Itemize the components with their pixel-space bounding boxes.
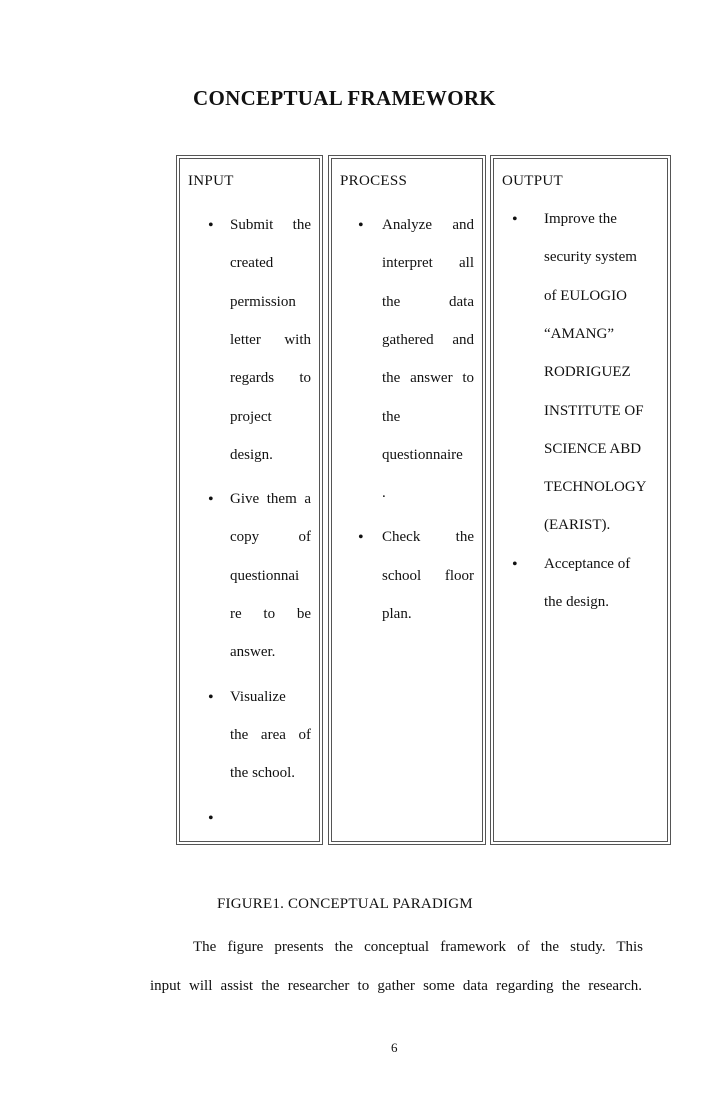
list-item-line: Visualize bbox=[230, 688, 286, 705]
list-item-line: letter with bbox=[230, 331, 311, 348]
output-heading: OUTPUT bbox=[502, 173, 563, 189]
list-item-line: gathered and bbox=[382, 331, 474, 348]
list-item-line: Analyze and bbox=[382, 217, 474, 233]
list-item-line: (EARIST). bbox=[544, 517, 611, 534]
process-heading: PROCESS bbox=[340, 173, 408, 189]
list-item-line: interpret all bbox=[382, 255, 474, 272]
list-item-line: plan. bbox=[382, 606, 412, 622]
list-item-line: the design. bbox=[544, 594, 609, 610]
list-item-line: Give them a bbox=[230, 491, 311, 508]
list-item-line: questionnai bbox=[230, 567, 300, 584]
page-number: 6 bbox=[391, 1040, 398, 1055]
process-column-box bbox=[331, 158, 483, 842]
figure-caption: FIGURE1. CONCEPTUAL PARADIGM bbox=[217, 896, 473, 912]
list-item-line: TECHNOLOGY bbox=[544, 479, 647, 496]
list-item-line: the area of bbox=[230, 726, 311, 743]
list-item-line: RODRIGUEZ bbox=[544, 364, 631, 381]
list-item-line: project bbox=[230, 408, 272, 425]
list-item-line: permission bbox=[230, 293, 296, 310]
output-column-box bbox=[493, 158, 668, 842]
input-column-box bbox=[179, 158, 320, 842]
list-item-line: the school. bbox=[230, 765, 295, 782]
bullet-icon: • bbox=[208, 217, 214, 234]
list-item-line: copy of bbox=[230, 529, 311, 546]
list-item-line: . bbox=[382, 485, 386, 502]
list-item-line: SCIENCE ABD bbox=[544, 440, 642, 457]
list-item-line: questionnaire bbox=[382, 446, 463, 463]
list-item-line: security system bbox=[544, 249, 637, 266]
list-item-line: design. bbox=[230, 446, 273, 463]
list-item-line: “AMANG” bbox=[544, 325, 614, 342]
page-title: CONCEPTUAL FRAMEWORK bbox=[193, 86, 496, 110]
list-item-line: school floor bbox=[382, 567, 474, 584]
list-item-line: Check the bbox=[382, 529, 474, 546]
list-item-line: Acceptance of bbox=[544, 555, 631, 572]
list-item-line: the data bbox=[382, 293, 474, 310]
list-item-line: re to be bbox=[230, 606, 311, 622]
list-item-line: regards to bbox=[230, 370, 311, 387]
list-item-line: Improve the bbox=[544, 211, 617, 227]
list-item-line: the answer to bbox=[382, 370, 474, 387]
bullet-icon: • bbox=[208, 491, 214, 509]
list-item-line: Submit the bbox=[230, 217, 311, 233]
input-heading: INPUT bbox=[188, 173, 234, 189]
paragraph-line-1: The figure presents the conceptual framework of the study. This bbox=[193, 939, 643, 955]
list-item-line: answer. bbox=[230, 644, 276, 661]
bullet-icon: • bbox=[208, 688, 214, 706]
list-item-line: INSTITUTE OF bbox=[544, 402, 644, 419]
list-item-line: the bbox=[382, 408, 401, 425]
bullet-icon: • bbox=[208, 809, 214, 827]
bullet-icon: • bbox=[358, 529, 364, 547]
bullet-icon: • bbox=[512, 211, 518, 228]
list-item-line: created bbox=[230, 255, 274, 272]
bullet-icon: • bbox=[358, 217, 364, 234]
paragraph-line-2: input will assist the researcher to gather some data regarding the research. bbox=[150, 978, 642, 994]
list-item-line: of EULOGIO bbox=[544, 287, 627, 304]
bullet-icon: • bbox=[512, 555, 518, 573]
